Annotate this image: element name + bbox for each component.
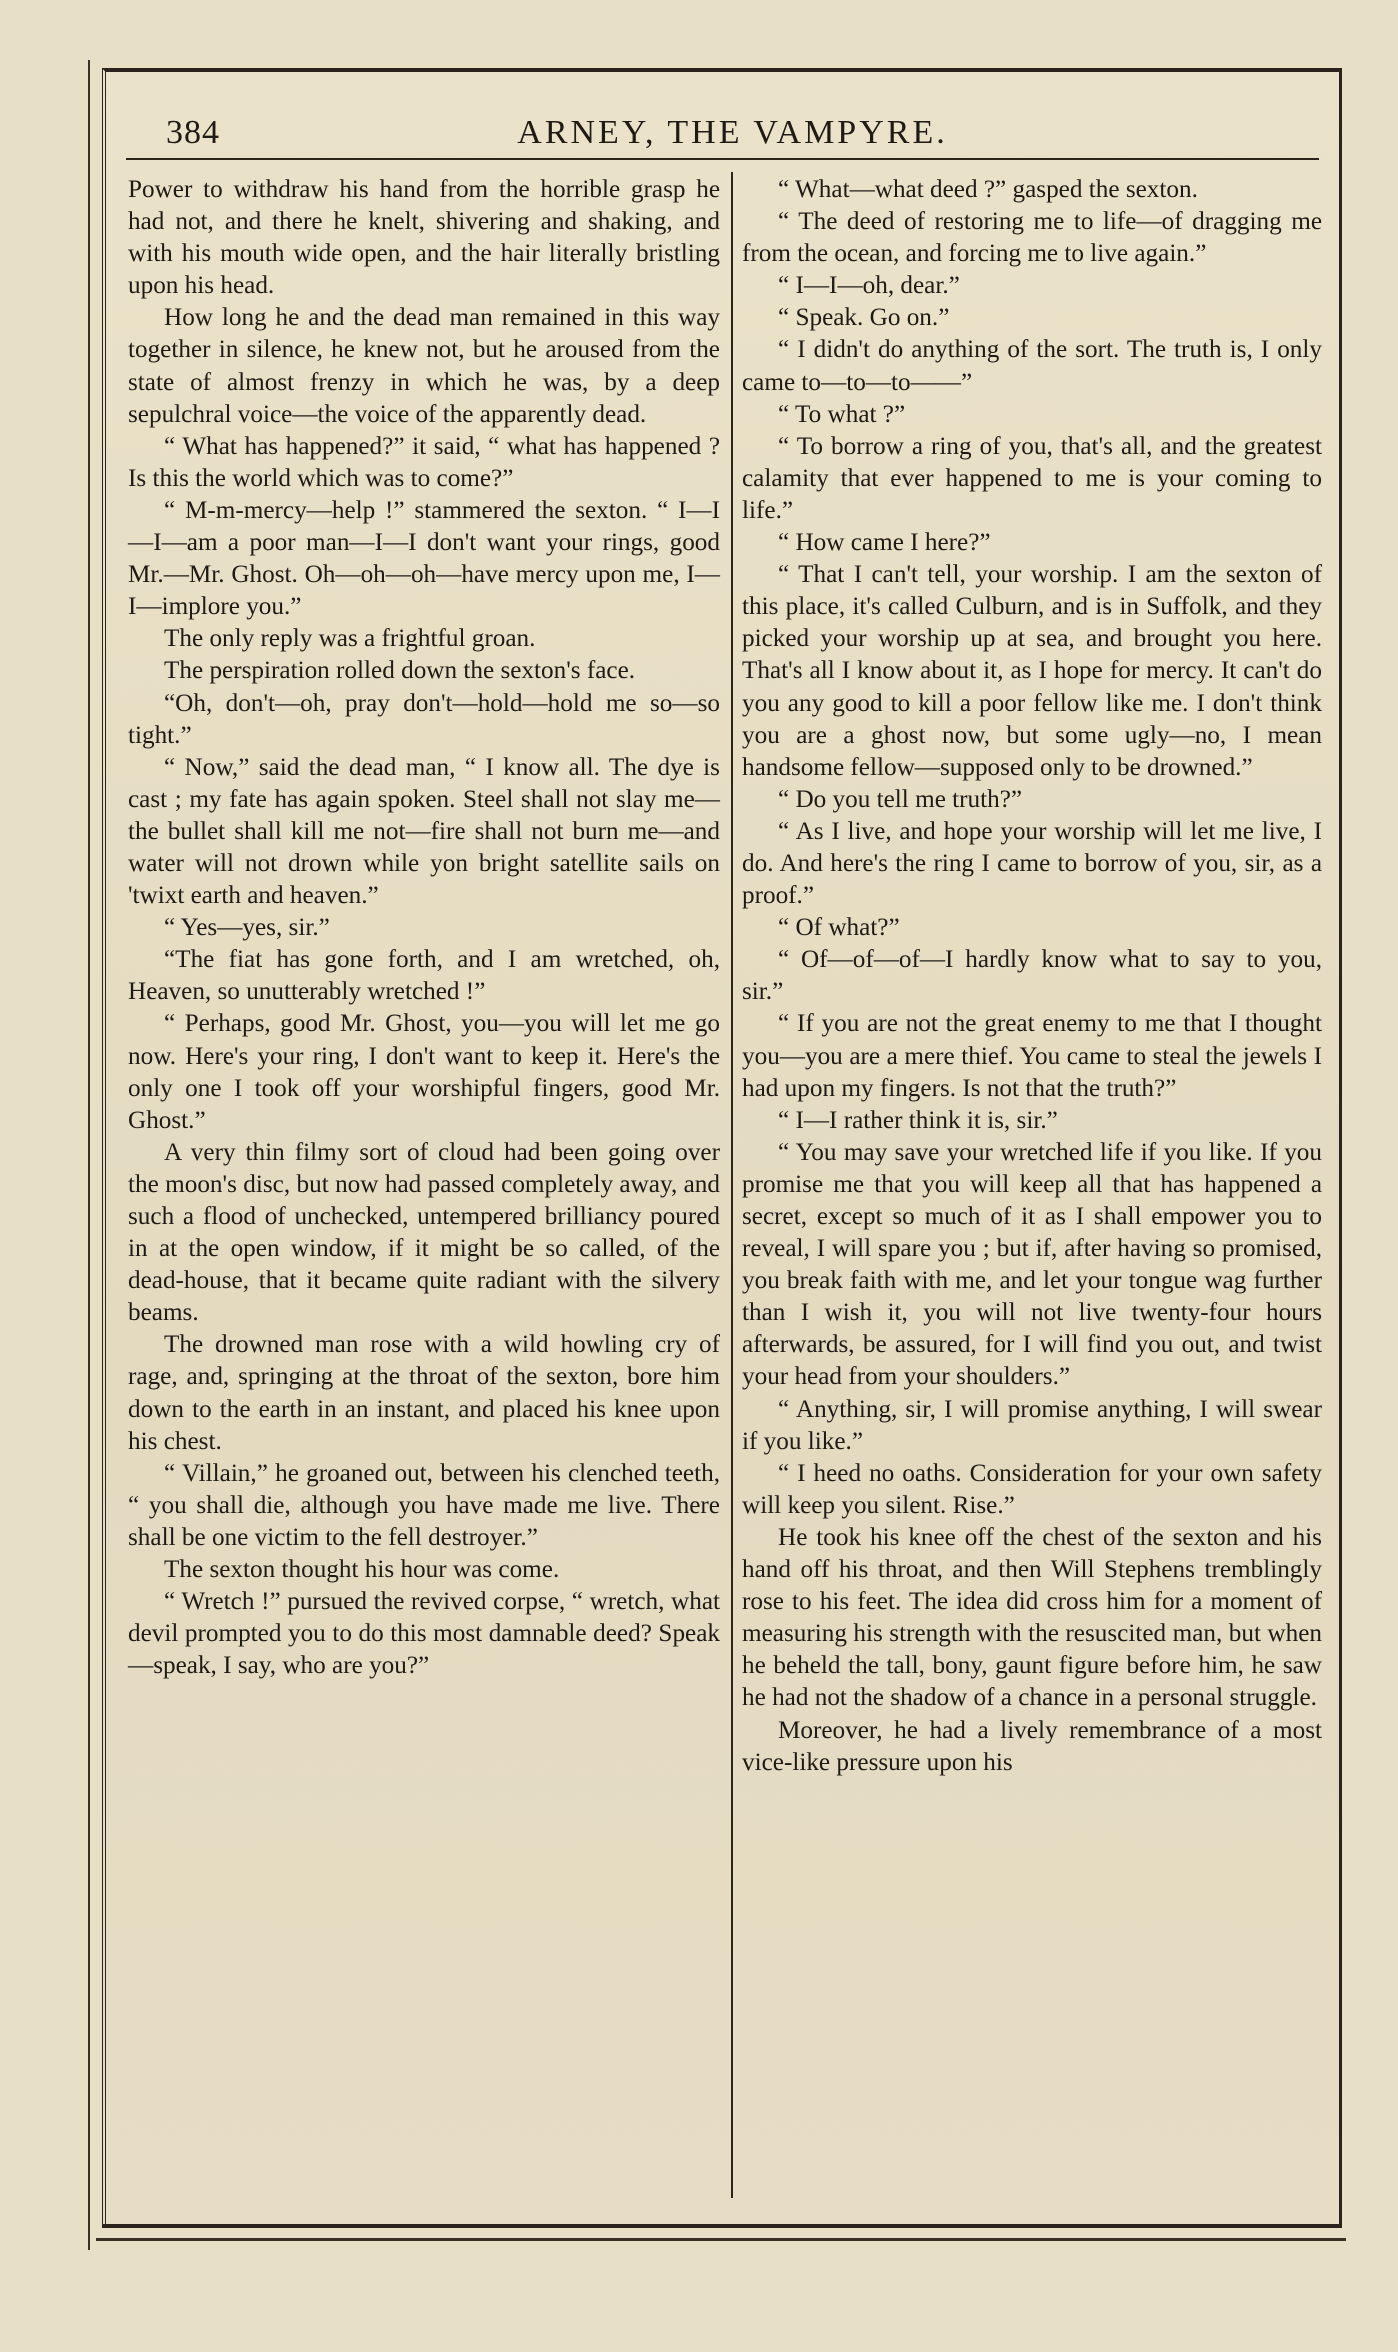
paragraph: Power to withdraw his hand from the horrible grasp he had not, and there he knelt, shivering and shaking, and with his mouth wide open, and the hair literally bristling upon his head.: [128, 176, 720, 300]
paragraph: “ Speak. Go on.”: [778, 304, 950, 332]
page-bottom-rule: [102, 2224, 1342, 2228]
paragraph: “ That I can't tell, your worship. I am the sexton of this place, it's called Culburn, and is in Suffolk, and they picked your worship up at sea, and brought you here. That's all I know about it, as I hope for mercy. It can't do you any good to kill a poor fellow like me. I don't think you are a ghost now, but some ugly—no, I mean handsome fellow—supposed only to be drowned.”: [742, 561, 1322, 781]
paragraph: “ How came I here?”: [778, 529, 991, 557]
paragraph: He took his knee off the chest of the sexton and his hand off his throat, and then Will Stephens tremblingly rose to his feet. The idea did cross him for a moment of measuring his strength with the resuscited man, but when he beheld the tall, bony, gaunt figure before him, he saw he had not the shadow of a chance in a personal struggle.: [742, 1523, 1322, 1712]
paragraph: “ Perhaps, good Mr. Ghost, you—you will let me go now. Here's your ring, I don't want to keep it. Here's the only one I took off your worshipful fingers, good Mr. Ghost.”: [128, 1010, 720, 1134]
book-page: [102, 68, 1342, 2228]
paragraph: “ M-m-mercy—help !” stammered the sexton. “ I—I—I—am a poor man—I—I don't want your rings, good Mr.—Mr. Ghost. Oh—oh—oh—have mercy upon me, I—I—implore you.”: [128, 496, 720, 621]
left-text-column: [128, 174, 720, 1682]
paragraph: Moreover, he had a lively remembrance of a most vice-like pressure upon his: [742, 1716, 1322, 1776]
paragraph: “Oh, don't—oh, pray don't—hold—hold me so—so tight.”: [128, 689, 720, 749]
paragraph: “ The deed of restoring me to life—of dragging me from the ocean, and forcing me to live again.”: [742, 208, 1322, 268]
paragraph: “ To what ?”: [778, 400, 906, 428]
paragraph: “ Yes—yes, sir.”: [164, 914, 330, 942]
paragraph: How long he and the dead man remained in this way together in silence, he knew not, but he aroused from the state of almost frenzy in which he was, by a deep sepulchral voice—the voice of the apparently dead.: [128, 304, 720, 428]
paragraph: The only reply was a frightful groan.: [164, 625, 536, 653]
paragraph: “ Villain,” he groaned out, between his clenched teeth, “ you shall die, although you have made me live. There shall be one victim to the fell destroyer.”: [128, 1459, 720, 1551]
paragraph: “ Do you tell me truth?”: [778, 785, 1023, 813]
paragraph: “ If you are not the great enemy to me that I thought you—you are a mere thief. You came to steal the jewels I had upon my fingers. Is not that the truth?”: [742, 1010, 1322, 1102]
paragraph: The drowned man rose with a wild howling cry of rage, and, springing at the throat of the sexton, bore him down to the earth in an instant, and placed his knee upon his chest.: [128, 1331, 720, 1455]
paragraph: “The fiat has gone forth, and I am wretched, oh, Heaven, so unutterably wretched !”: [128, 946, 720, 1006]
paragraph: “ What—what deed ?” gasped the sexton.: [778, 176, 1198, 203]
paragraph: “ I heed no oaths. Consideration for your own safety will keep you silent. Rise.”: [742, 1459, 1322, 1519]
paragraph: “ Of—of—of—I hardly know what to say to you, sir.”: [742, 946, 1322, 1006]
paragraph: “ Now,” said the dead man, “ I know all. The dye is cast ; my fate has again spoken. Steel shall not slay me—the bullet shall kill me not—fire shall not burn me—and water will not drown while yon bright satellite sails on 'twixt earth and heaven.”: [128, 753, 720, 910]
paragraph: “ What has happened?” it said, “ what has happened ? Is this the world which was to come?”: [128, 432, 720, 492]
running-title: ARNEY, THE VAMPYRE.: [517, 114, 948, 151]
outer-bottom-rule: [96, 2238, 1346, 2241]
paragraph: “ I—I—oh, dear.”: [778, 272, 960, 300]
right-text-column: [742, 174, 1322, 1779]
paragraph: The sexton thought his hour was come.: [164, 1556, 560, 1584]
gutter-rule: [88, 60, 90, 2250]
paragraph: A very thin filmy sort of cloud had been going over the moon's disc, but now had passed completely away, and such a flood of unchecked, untempered brilliancy poured in at the open window, if it might be so called, of the dead-house, that it became quite radiant with the silvery beams.: [128, 1138, 720, 1327]
column-divider: [731, 172, 733, 2198]
paragraph: “ I—I rather think it is, sir.”: [778, 1106, 1058, 1134]
paragraph: “ Of what?”: [778, 914, 900, 942]
paragraph: “ As I live, and hope your worship will let me live, I do. And here's the ring I came to borrow of you, sir, as a proof.”: [742, 817, 1322, 910]
paragraph: “ Anything, sir, I will promise anything, I will swear if you like.”: [742, 1395, 1322, 1455]
paragraph: “ To borrow a ring of you, that's all, and the greatest calamity that ever happened to me is your coming to life.”: [742, 432, 1322, 524]
paragraph: “ I didn't do anything of the sort. The truth is, I only came to—to—to——”: [742, 336, 1322, 396]
paragraph: “ You may save your wretched life if you like. If you promise me that you will keep all that has happened a secret, except so much of it as I shall empower you to reveal, I will spare you ; but if, after having so promised, you break faith with me, and let your tongue wag further than I wish it, you will not live twenty-four hours afterwards, be assured, for I will find you out, and twist your head from your shoulders.”: [742, 1138, 1322, 1391]
paragraph: “ Wretch !” pursued the revived corpse, “ wretch, what devil prompted you to do this most damnable deed? Speak—speak, I say, who are you?”: [128, 1588, 720, 1680]
header-rule: [126, 158, 1319, 160]
paragraph: The perspiration rolled down the sexton's face.: [164, 657, 636, 685]
page-number: 384: [166, 114, 220, 151]
